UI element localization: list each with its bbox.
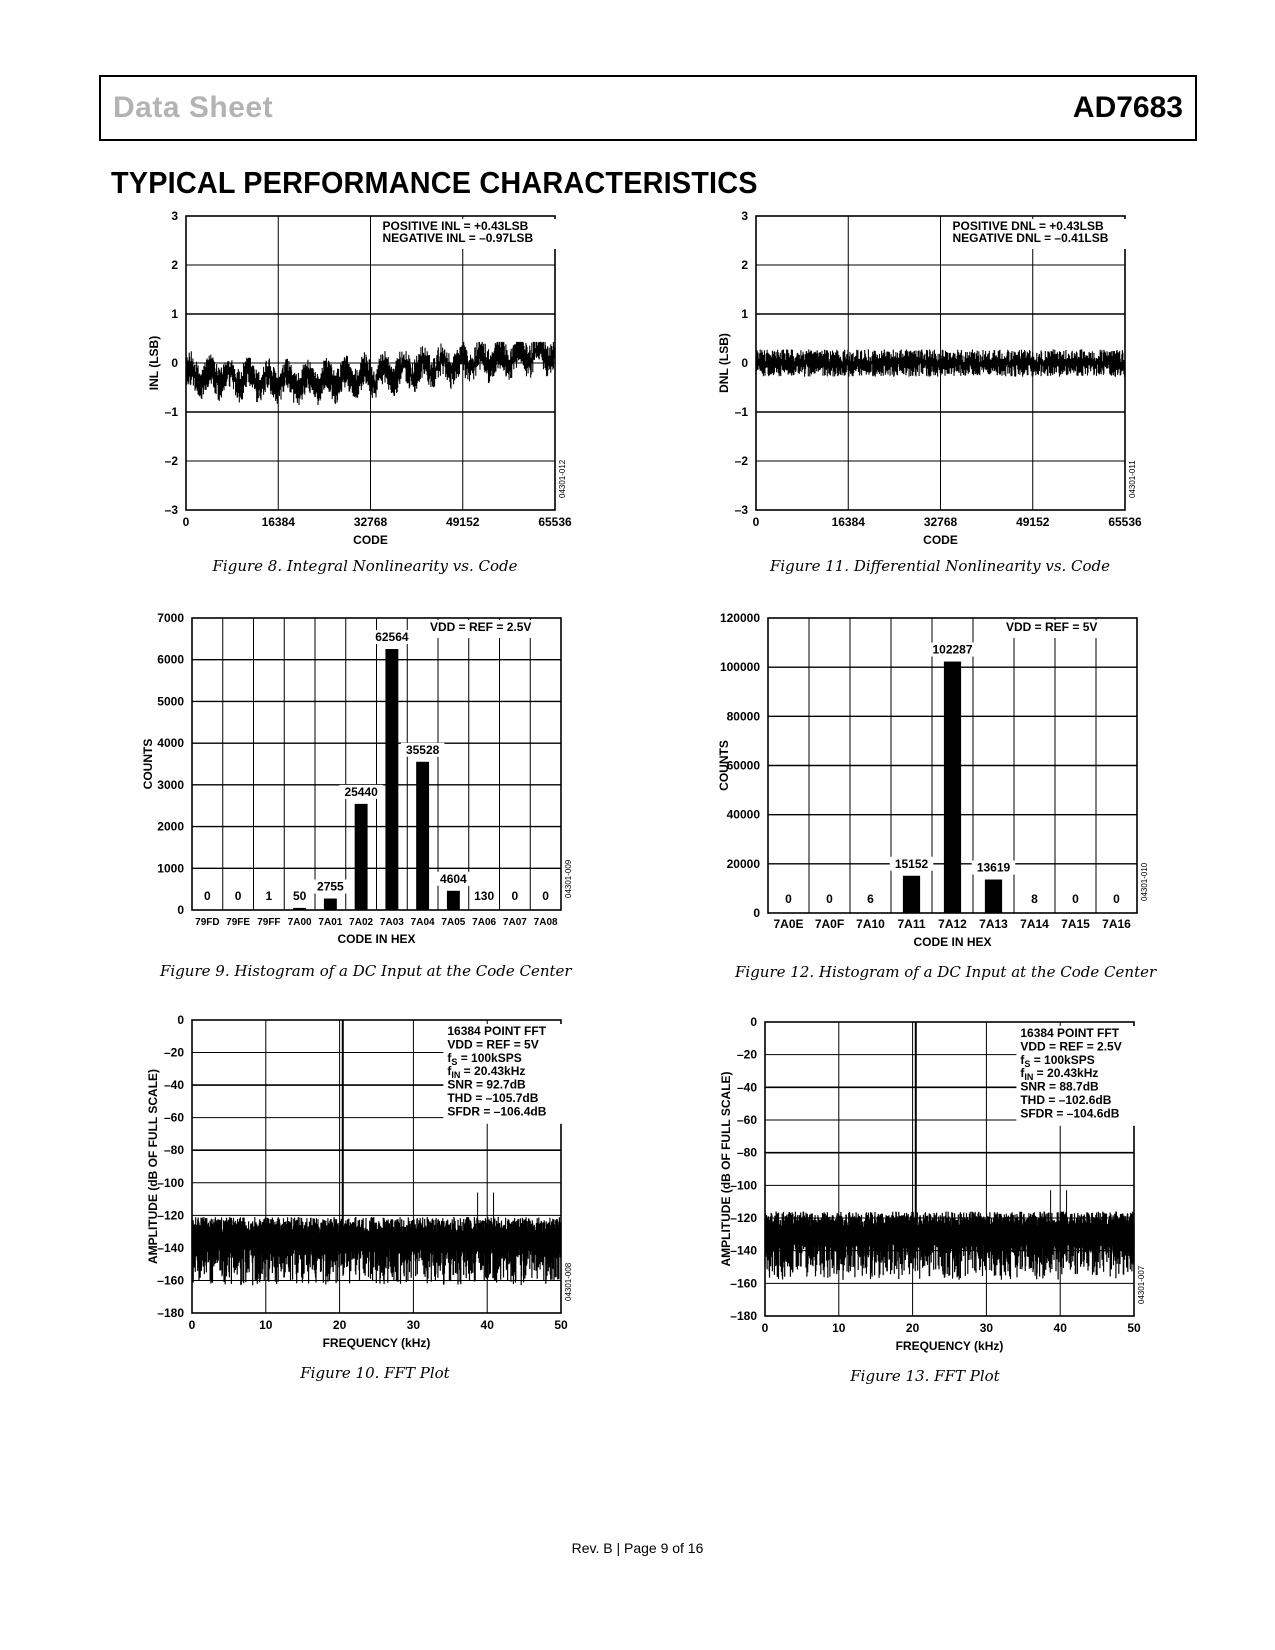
- fig8-ytick-label: –1: [164, 405, 178, 419]
- fig13-annotation-line: $f_S$ = 100kSPS: [1020, 1052, 1095, 1069]
- fig9-ytick-label: 5000: [157, 694, 184, 709]
- fig13-ytick-label: –60: [736, 1113, 757, 1127]
- fig8-xlabel: CODE: [353, 533, 388, 547]
- fig13-annotation-line: 16384 POINT FFT: [1020, 1026, 1120, 1040]
- fig13-ytick-label: –180: [730, 1309, 757, 1323]
- fig11-xtick-label: 49152: [1016, 515, 1050, 529]
- fig8-ytick-label: 2: [171, 258, 178, 272]
- fig10-figure-code: 04301-008: [564, 1262, 573, 1301]
- fig13-annotation-line: VDD = REF = 2.5V: [1020, 1039, 1122, 1054]
- fig11-ytick-label: –2: [734, 454, 748, 468]
- fig12-xtick-label: 7A13: [979, 917, 1008, 931]
- fig12-ytick-label: 120000: [719, 611, 760, 625]
- fig12-ytick-label: 0: [753, 906, 760, 920]
- fig12-data-label: 15152: [894, 856, 929, 871]
- fig10-ytick-label: –180: [157, 1306, 184, 1320]
- fig9-xtick-label: 7A00: [287, 917, 312, 928]
- fig9-xtick-label: 7A05: [441, 917, 466, 928]
- fig10-ytick-label: –40: [163, 1078, 184, 1093]
- fig9-ytick-label: 1000: [157, 861, 184, 876]
- fig9-bar: [478, 909, 491, 910]
- caption-fig11: Figure 11. Differential Nonlinearity vs. Code: [769, 557, 1111, 575]
- fig9-bar: [385, 649, 398, 910]
- fig8-annotation-line: NEGATIVE INL = –0.97LSB: [382, 231, 534, 245]
- fig12-xtick-label: 7A0E: [773, 917, 804, 931]
- fig12-xtick-label: 7A10: [856, 917, 885, 931]
- fig10-ytick-label: –80: [163, 1143, 184, 1158]
- fig11-xtick-label: 0: [752, 515, 760, 529]
- fig9-data-label: 25440: [344, 784, 378, 799]
- fig11-annotation: [949, 219, 1127, 249]
- fig10-ylabel: AMPLITUDE (dB OF FULL SCALE): [146, 1068, 160, 1265]
- fig13-ytick-label: –20: [736, 1047, 757, 1062]
- fig13-annotation-line: THD = –102.6dB: [1020, 1093, 1112, 1107]
- fig11-ytick-label: –1: [734, 405, 748, 419]
- fig9-data-label: 0: [204, 889, 211, 903]
- fig11-ylabel: DNL (LSB): [717, 333, 731, 393]
- fig10-annotation-line: $f_{IN} = 20.43kHz$: [447, 1064, 526, 1081]
- fig10-xlabel: FREQUENCY (kHz): [322, 1336, 431, 1350]
- fig13-noise-floor: [765, 1212, 1134, 1280]
- fig12-xtick-label: 7A15: [1061, 917, 1090, 931]
- fig13-ytick-label: –80: [736, 1145, 757, 1160]
- fig9-bar: [355, 804, 368, 910]
- header-doc-type: Data Sheet: [113, 91, 274, 124]
- caption-fig10: Figure 10. FFT Plot: [300, 1364, 450, 1382]
- fig13-ytick-label: –120: [730, 1211, 757, 1225]
- fig12-xtick-label: 7A0F: [814, 917, 845, 931]
- fig11-xtick-label: 16384: [831, 515, 865, 529]
- fig12-data-label: 8: [1031, 892, 1038, 906]
- fig9-data-label: 130: [474, 889, 495, 903]
- fig10-ytick-label: –140: [157, 1240, 184, 1255]
- fig13-annotation-line: $f_{IN} = 20.43kHz$: [1020, 1066, 1099, 1083]
- fig12-data-label: 102287: [932, 642, 973, 657]
- fig9-xtick-label: 7A01: [318, 917, 343, 928]
- fig13-ytick-label: –160: [730, 1276, 757, 1291]
- fig12-bar: [985, 880, 1002, 913]
- fig10-xtick-label: 20: [332, 1318, 347, 1332]
- fig11-ytick-label: 1: [741, 307, 748, 321]
- fig11-plot: [756, 216, 1125, 510]
- fig9-ytick-label: 3000: [157, 777, 184, 792]
- fig9-data-label: 0: [542, 889, 549, 903]
- fig8-ytick-label: –3: [164, 503, 178, 517]
- header-part-number: AD7683: [1072, 91, 1183, 124]
- fig9-bar: [293, 908, 306, 910]
- fig8-xtick-label: 32768: [353, 515, 388, 529]
- fig8-ytick-label: –2: [164, 454, 178, 468]
- fig8-annotation-line: POSITIVE INL = +0.43LSB: [382, 219, 529, 233]
- fig11-xlabel: CODE: [923, 533, 958, 547]
- fig8-ytick-label: 0: [171, 356, 178, 370]
- fig9-data-label: 35528: [405, 742, 440, 757]
- fig9-annotation-line: VDD = REF = 2.5V: [430, 620, 532, 634]
- fig8-ytick-label: 1: [171, 307, 178, 321]
- fig11-xtick-label: 32768: [923, 515, 958, 529]
- fig9-bar: [416, 762, 429, 910]
- fig9-bar: [324, 899, 337, 910]
- fig12-bar: [903, 876, 920, 913]
- fig12-data-label: 0: [785, 892, 792, 906]
- fig10-annotation-line: $f_S$ = 100kSPS: [447, 1050, 522, 1067]
- fig13-xtick-label: 20: [905, 1321, 920, 1335]
- fig10-xtick-label: 50: [554, 1318, 568, 1332]
- fig9-xtick-label: 7A03: [379, 917, 404, 928]
- fig12-xtick-label: 7A12: [938, 917, 967, 931]
- fig12-ytick-label: 40000: [726, 807, 760, 822]
- fig13-ytick-label: 0: [750, 1015, 757, 1029]
- fig10-annotation-line: SFDR = –106.4dB: [447, 1104, 547, 1119]
- fig12-xlabel: CODE IN HEX: [913, 935, 992, 949]
- fig8-xtick-label: 16384: [261, 515, 295, 529]
- fig11-annotation-line: POSITIVE DNL = +0.43LSB: [952, 219, 1104, 233]
- fig11-annotation-line: NEGATIVE DNL = –0.41LSB: [952, 231, 1109, 245]
- fig13-xtick-label: 50: [1127, 1321, 1141, 1335]
- fig12-ytick-label: 20000: [726, 856, 760, 871]
- fig8-xtick-label: 0: [182, 515, 190, 529]
- fig10-ytick-label: –20: [163, 1045, 184, 1060]
- fig9-figure-code: 04301-009: [564, 859, 573, 898]
- fig9-data-label: 62564: [375, 630, 409, 645]
- fig13-annotation: [1016, 1026, 1142, 1126]
- fig9-annotation: [426, 620, 552, 638]
- caption-fig8: Figure 8. Integral Nonlinearity vs. Code: [212, 557, 518, 575]
- fig9-ytick-label: 0: [177, 903, 184, 917]
- fig11-ytick-label: 2: [741, 258, 748, 272]
- fig12-data-label: 0: [1072, 892, 1079, 906]
- fig10-xtick-label: 40: [480, 1318, 494, 1332]
- fig9-plot: [192, 618, 561, 910]
- fig12-xtick-label: 7A16: [1102, 917, 1131, 931]
- fig9-xtick-label: 7A08: [533, 917, 558, 928]
- fig12-ylabel: COUNTS: [717, 740, 731, 791]
- fig10-xtick-label: 10: [259, 1318, 273, 1332]
- fig12-data-label: 0: [1113, 892, 1120, 906]
- fig10-xtick-label: 30: [406, 1318, 421, 1332]
- fig9-ytick-label: 4000: [157, 736, 184, 751]
- fig10-ytick-label: –160: [157, 1273, 184, 1288]
- fig8-xtick-label: 65536: [538, 515, 572, 529]
- fig12-xtick-label: 7A11: [897, 917, 926, 931]
- fig9-ytick-label: 2000: [157, 819, 184, 834]
- fig9-xtick-label: 7A06: [472, 917, 497, 928]
- fig8-figure-code: 04301-012: [558, 459, 567, 498]
- fig10-annotation-line: SNR = 92.7dB: [447, 1077, 526, 1092]
- fig8-plot: [186, 216, 555, 510]
- fig13-figure-code: 04301-007: [1137, 1265, 1146, 1304]
- fig9-ytick-label: 6000: [157, 652, 184, 667]
- fig10-annotation-line: VDD = REF = 5V: [447, 1037, 539, 1052]
- page-footer: Rev. B | Page 9 of 16: [571, 1540, 704, 1556]
- fig9-data-label: 0: [234, 889, 242, 903]
- fig11-ytick-label: –3: [734, 503, 748, 517]
- fig12-annotation: [1002, 620, 1114, 638]
- fig13-ytick-label: –100: [730, 1178, 757, 1193]
- fig10-annotation-line: 16384 POINT FFT: [447, 1024, 547, 1038]
- fig9-data-label: 1: [265, 889, 273, 903]
- fig12-data-label: 0: [826, 892, 833, 906]
- fig12-ytick-label: 100000: [719, 660, 760, 675]
- fig10-annotation: [443, 1024, 562, 1124]
- fig9-xtick-label: 7A02: [349, 917, 374, 928]
- fig9-ytick-label: 7000: [157, 611, 184, 625]
- fig11-ytick-label: 0: [741, 356, 748, 370]
- fig10-xtick-label: 0: [188, 1318, 196, 1332]
- fig12-xtick-label: 7A14: [1020, 917, 1049, 931]
- fig9-xlabel: CODE IN HEX: [337, 932, 416, 946]
- fig13-xtick-label: 30: [979, 1321, 994, 1335]
- fig12-annotation-line: VDD = REF = 5V: [1006, 620, 1098, 634]
- caption-fig13: Figure 13. FFT Plot: [850, 1367, 1000, 1385]
- fig12-data-label: 6: [867, 892, 874, 906]
- fig11-xtick-label: 65536: [1108, 515, 1142, 529]
- fig13-annotation-line: SNR = 88.7dB: [1020, 1079, 1099, 1094]
- fig12-ytick-label: 60000: [726, 758, 760, 773]
- fig9-data-label: 50: [292, 888, 307, 903]
- fig13-ytick-label: –140: [730, 1243, 757, 1258]
- fig8-xtick-label: 49152: [446, 515, 480, 529]
- fig9-xtick-label: 79FF: [257, 917, 281, 928]
- fig9-ylabel: COUNTS: [141, 738, 155, 790]
- fig10-ytick-label: –100: [157, 1175, 184, 1190]
- fig9-xtick-label: 79FE: [226, 917, 251, 928]
- fig11-figure-code: 04301-011: [1128, 460, 1137, 498]
- fig12-plot: [768, 618, 1137, 913]
- fig12-bar: [944, 662, 961, 913]
- fig10-ytick-label: –60: [163, 1110, 184, 1125]
- fig13-xtick-label: 10: [832, 1321, 846, 1335]
- fig13-annotation-line: SFDR = –104.6dB: [1020, 1106, 1120, 1121]
- fig12-figure-code: 04301-010: [1140, 862, 1149, 901]
- fig10-noise-floor: [192, 1217, 561, 1285]
- fig13-xtick-label: 40: [1053, 1321, 1067, 1335]
- fig9-data-label: 0: [511, 889, 519, 903]
- fig12-ytick-label: 80000: [726, 709, 760, 724]
- fig9-xtick-label: 79FD: [195, 917, 220, 928]
- fig9-data-label: 4604: [440, 871, 467, 886]
- section-title: TYPICAL PERFORMANCE CHARACTERISTICS: [111, 165, 758, 200]
- fig8-ytick-label: 3: [171, 209, 178, 223]
- fig13-ytick-label: –40: [736, 1080, 757, 1095]
- fig13-xlabel: FREQUENCY (kHz): [895, 1339, 1004, 1353]
- fig10-ytick-label: –120: [157, 1208, 184, 1223]
- fig8-ylabel: INL (LSB): [147, 335, 161, 391]
- fig13-ylabel: AMPLITUDE (dB OF FULL SCALE): [719, 1071, 733, 1267]
- fig9-data-label: 2755: [317, 879, 344, 894]
- fig12-data-label: 13619: [976, 860, 1011, 875]
- caption-fig9: Figure 9. Histogram of a DC Input at the Code Center: [160, 962, 572, 980]
- fig9-xtick-label: 7A04: [410, 917, 435, 928]
- fig13-xtick-label: 0: [761, 1321, 769, 1335]
- fig10-ytick-label: 0: [177, 1013, 184, 1027]
- fig10-annotation-line: THD = –105.7dB: [447, 1091, 539, 1105]
- fig8-annotation: [379, 219, 557, 249]
- fig11-ytick-label: 3: [741, 209, 748, 223]
- fig9-xtick-label: 7A07: [502, 917, 527, 928]
- caption-fig12: Figure 12. Histogram of a DC Input at the Code Center: [735, 963, 1157, 981]
- fig9-bar: [447, 891, 460, 910]
